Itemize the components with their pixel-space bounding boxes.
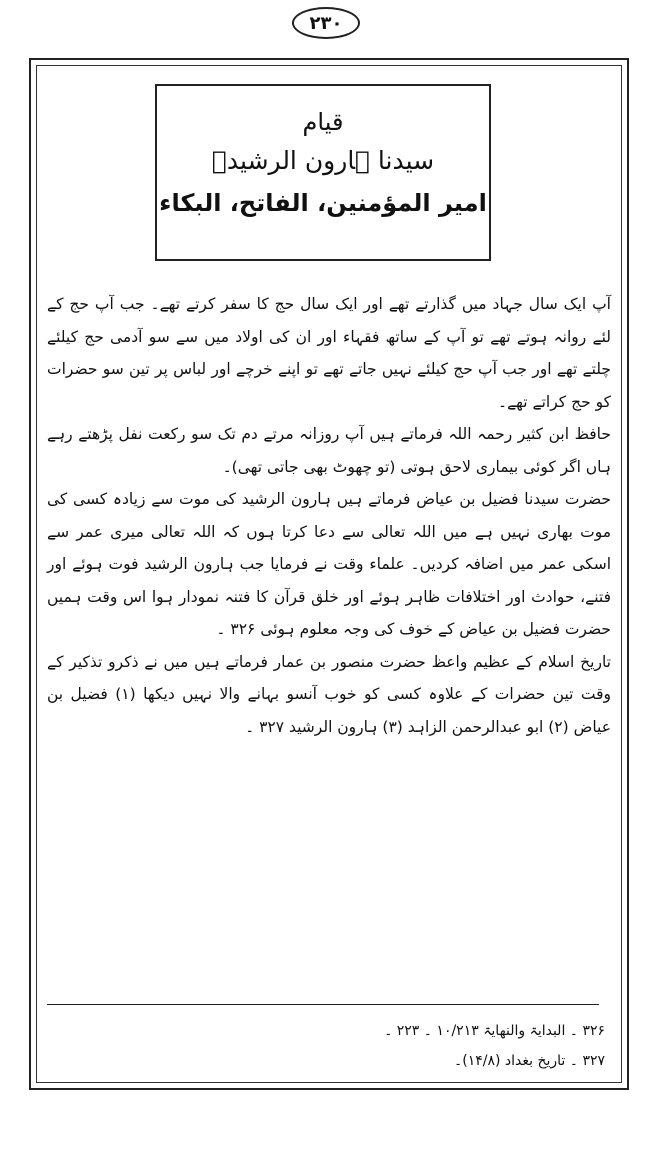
page-border [29, 58, 629, 1090]
footnotes [47, 1016, 611, 1076]
paragraph: حضرت سیدنا فضیل بن عیاض فرماتے ہیں ہارون الرشید کی موت سے زیادہ کسی کی موت بھاری نہیں ہے میں اللہ تعالی سے دعا کرتا ہوں کہ اللہ تعالی میری عمر سے اسکی عمر میں اضافہ کردیں۔ علماء وقت نے فرمایا جب ہارون الرشید فوت ہوئے اور فتنے، حوادث اور اختلافات ظاہر ہوئے اور خلق قرآن کا فتنہ نمودار ہوا اس وقت ہمیں حضرت فضیل بن عیاض کے خوف کی وجہ معلوم ہوئی ۳۲۶ ۔ [47, 490, 611, 638]
footnote: ۳۲۶ ۔ البدایۃ والنھایۃ ۱۰/۲۱۳ ۔ ۲۲۳ ۔ [384, 1023, 605, 1039]
title-box [155, 84, 491, 261]
inner-border [36, 65, 622, 1083]
footnote-divider [47, 1004, 599, 1005]
title-epithets: امیر المؤمنین، الفاتح، البکاء [159, 189, 487, 217]
title-heading: قیام [302, 108, 344, 136]
body-text [47, 288, 611, 743]
footnote: ۳۲۷ ۔ تاریخ بغداد (۱۴/۸)۔ [454, 1053, 605, 1069]
paragraph: حافظ ابن کثیر رحمہ اللہ فرماتے ہیں آپ روزانہ مرتے دم تک سو رکعت نفل پڑھتے رہے ہاں اگر کوئی بیماری لاحق ہوتی (تو چھوٹ بھی جاتی تھی)۔ [47, 425, 611, 476]
title-name: سیدنا ہارون الرشیدؒ [211, 146, 435, 175]
paragraph: تاریخ اسلام کے عظیم واعظ حضرت منصور بن عمار فرماتے ہیں میں نے ذکرو تذکیر کے وقت تین حضرات کے علاوہ کسی کو خوب آنسو بہانے والا نہیں دیکھا (۱) فضیل بن عیاض (۲) ابو عبدالرحمن الزاہد (۳) ہارون الرشید ۳۲۷ ۔ [47, 652, 612, 736]
paragraph: آپ ایک سال جہاد میں گذارتے تھے اور ایک سال حج کا سفر کرتے تھے۔ جب آپ حج کے لئے روانہ ہوتے تھے تو آپ کے ساتھ فقہاء اور ان کی اولاد میں سے سو آدمی حج کیلئے چلتے تھے اور جب آپ حج کیلئے نہیں جاتے تھے تو اپنے خرچے اور لباس پر تین سو حضرات کو حج کراتے تھے۔ [47, 295, 611, 411]
page-number: ٢٣٠ [292, 7, 360, 39]
